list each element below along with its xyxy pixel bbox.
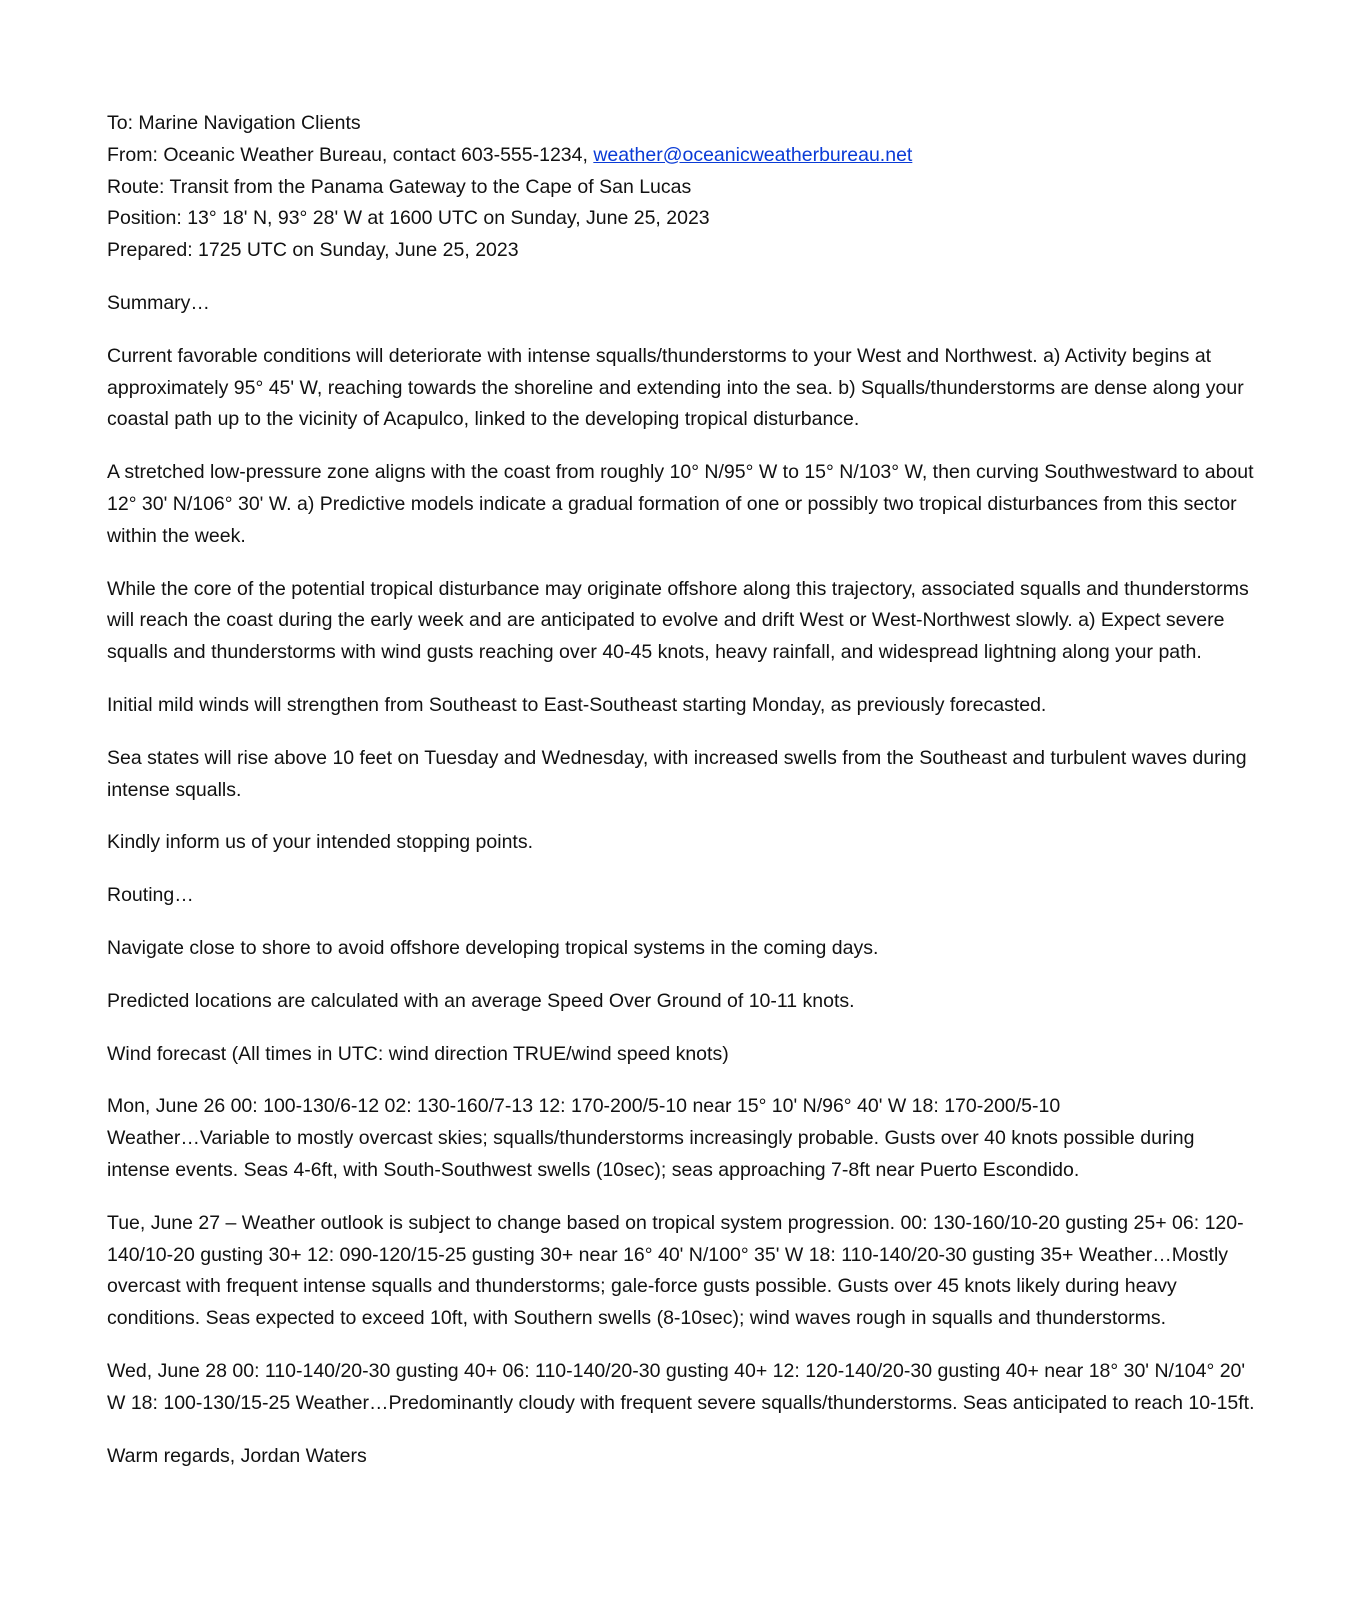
forecast-wednesday: Wed, June 28 00: 110-140/20-30 gusting 40+ 06: 110-140/20-30 gusting 40+ 12: 120-140/20-30 gusting 40+ near 18° 30' N/104° 20' W 18: 100-130/15-25 Weather…Predominantly cloudy with frequent severe squalls/thunderstorms. Seas anticipated to reach 10-15ft. bbox=[107, 1359, 1255, 1414]
forecast-monday bbox=[107, 1091, 1257, 1186]
from-text: From: Oceanic Weather Bureau, contact 603-555-1234, bbox=[107, 143, 594, 166]
summary-paragraph: Initial mild winds will strengthen from Southeast to East-Southeast starting Monday, as previously forecasted. bbox=[107, 693, 1047, 716]
forecast-monday-winds: Mon, June 26 00: 100-130/6-12 02: 130-160/7-13 12: 170-200/5-10 near 15° 10' N/96° 40' W 18: 170-200/5-10 bbox=[107, 1095, 1061, 1118]
to-line: To: Marine Navigation Clients bbox=[107, 112, 361, 134]
summary-paragraph: While the core of the potential tropical disturbance may originate offshore along this trajectory, associated squalls and thunderstorms will reach the coast during the early week and are anticipated to evolve and drift West or West-Northwest slowly. a) Expect severe squalls and thunderstorms with wind gusts reaching over 40-45 knots, heavy rainfall, and widespread lightning along your path. bbox=[107, 577, 1249, 664]
route-line: Route: Transit from the Panama Gateway to the Cape of San Lucas bbox=[107, 175, 692, 198]
summary-paragraph: Kindly inform us of your intended stopping points. bbox=[107, 831, 534, 854]
forecast-monday-weather: Weather…Variable to mostly overcast skies; squalls/thunderstorms increasingly probable. Gusts over 40 knots possible during intense events. Seas 4-6ft, with South-Southwest swells (10sec); seas approaching 7-8ft near Puerto Escondido. bbox=[107, 1127, 1195, 1181]
closing-signature: Warm regards, Jordan Waters bbox=[107, 1444, 367, 1467]
forecast-tuesday bbox=[107, 1208, 1257, 1335]
email-link[interactable]: weather@oceanicweatherbureau.net bbox=[593, 143, 913, 166]
routing-paragraph: Predicted locations are calculated with an average Speed Over Ground of 10-11 knots. bbox=[107, 989, 855, 1012]
forecast-tuesday-text: Tue, June 27 – Weather outlook is subject to change based on tropical system progression. 00: 130-160/10-20 gusting 25+ 06: 120-140/10-20 gusting 30+ 12: 090-120/15-25 gusting 30+ near 16° 40' N/100° 35' W 18: 110-140/20-30 gusting 35+ Weather…Mostly overcast with frequent intense squalls and thunderstorms; gale-force gusts possible. Gusts over 45 knots likely during heavy conditions. Seas expected to exceed 10ft, with Southern swells (8-10sec bbox=[107, 1211, 1244, 1330]
position-line: Position: 13° 18' N, 93° 28' W at 1600 UTC on Sunday, June 25, 2023 bbox=[107, 207, 710, 230]
routing-heading: Routing… bbox=[107, 884, 194, 907]
document-page bbox=[107, 108, 1257, 1493]
summary-paragraph: Current favorable conditions will deteriorate with intense squalls/thunderstorms to your West and Northwest. a) Activity begins at approximately 95° 45' W, reaching towards the shoreline and extending into the sea. b) Squalls/thunderstorms are dense along your coastal path up to the vicinity of Acapulco, linked to the developing tropical disturbance. bbox=[107, 344, 1244, 431]
prepared-line: Prepared: 1725 UTC on Sunday, June 25, 2023 bbox=[107, 239, 519, 262]
summary-paragraph: A stretched low-pressure zone aligns with the coast from roughly 10° N/95° W to 15° N/103° W, then curving Southwestward to about 12° 30' N/106° 30' W. a) Predictive models indicate a gradual formation of one or possibly two tropical disturbances from this sector within the week. bbox=[107, 461, 1254, 547]
summary-heading: Summary… bbox=[107, 291, 210, 314]
comment-mark[interactable]: ); bbox=[732, 1307, 745, 1330]
forecast-tuesday-text-end: wind waves rough in squalls and thunderstorms. bbox=[744, 1307, 1167, 1330]
summary-paragraph: Sea states will rise above 10 feet on Tuesday and Wednesday, with increased swells from the Southeast and turbulent waves during intense squalls. bbox=[107, 746, 1247, 801]
routing-paragraph: Navigate close to shore to avoid offshore developing tropical systems in the coming days. bbox=[107, 936, 879, 959]
memo-header bbox=[107, 108, 1257, 267]
from-line bbox=[107, 140, 1257, 172]
wind-forecast-heading: Wind forecast (All times in UTC: wind direction TRUE/wind speed knots) bbox=[107, 1042, 729, 1065]
